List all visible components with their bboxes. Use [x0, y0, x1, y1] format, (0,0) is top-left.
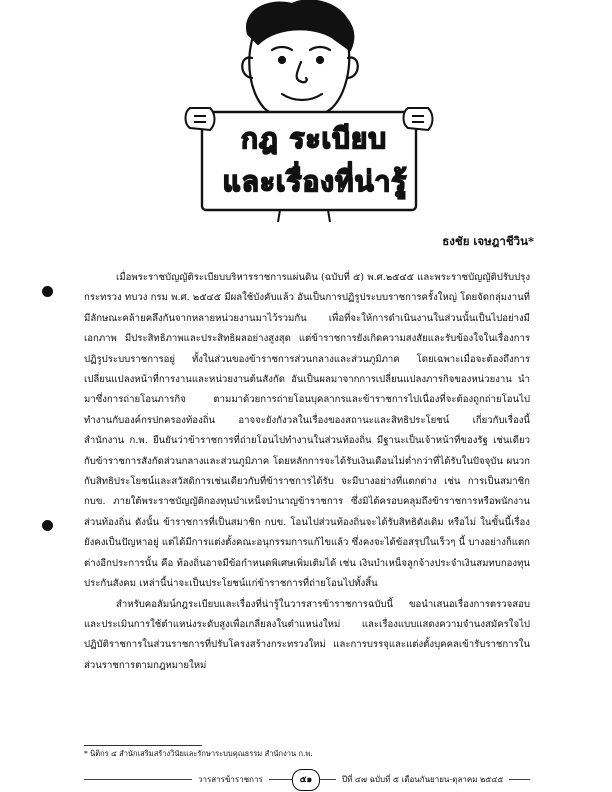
punch-hole-bottom [42, 520, 53, 531]
footnote-divider [84, 745, 202, 746]
author-name: ธงชัย เจษฎาชีวิน* [442, 234, 534, 248]
page-footer [84, 773, 530, 787]
sign-title-line-2: และเรื่องที่น่ารู้ [222, 165, 408, 198]
footnote: * นิติกร ๔ สำนักเสริมสร้างวินัยและรักษาระบบคุณธรรม สำนักงาน ก.พ. [84, 749, 313, 758]
article-body [84, 268, 530, 676]
footer-journal-name: วารสารข้าราชการ [192, 773, 269, 786]
punch-hole-top [42, 286, 53, 297]
footer-page-number: ๕๑ [292, 769, 320, 791]
sign-title-line-1: กฎ ระเบียบ [240, 122, 388, 155]
body-paragraph-2: สำหรับคอลัมน์กฎระเบียบและเรื่องที่น่ารู้ในวารสารข้าราชการฉบับนี้ ขอนำเสนอเรื่องการตรวจสอบและประเมินการใช้ตำแหน่งระดับสูงเพื่อเกลี่ยลงในตำแหน่งใหม่ และเรื่องแบบแสดงความจำนงสมัครใจไปปฏิบัติราชการในส่วนราชการที่ปรับโครงสร้างกระทรวงใหม่ และการบรรจุและแต่งตั้งบุคคลเข้ารับราชการในส่วนราชการตามกฎหมายใหม่ [84, 598, 530, 671]
footer-issue-info: ปีที่ ๔๗ ฉบับที่ ๕ เดือนกันยายน-ตุลาคม ๒๕๔๕ [336, 773, 509, 786]
body-paragraph-1: เมื่อพระราชบัญญัติระเบียบบริหารราชการแผ่นดิน (ฉบับที่ ๕) พ.ศ.๒๕๔๕ และพระราชบัญญัติปรับปรุงกระทรวง ทบวง กรม พ.ศ. ๒๕๔๕ มีผลใช้บังคับแล้ว อันเป็นการปฏิรูประบบราชการครั้งใหญ่ โดยจัดกลุ่มงานที่มีลักษณะคล้ายคลึงกันจากหลายหน่วยงานมาไว้รวมกัน เพื่อที่จะให้การดำเนินงานในส่วนนั้นเป็นไปอย่างมีเอกภาพ มีประสิทธิภาพและประสิทธิผลอย่างสูงสุด แต่ข้าราชการยังเกิดความสงสัยและรับข้องใจในเรื่องการปฏิรูประบบราชการอยู่ ทั้งในส่วนของข้าราชการส่วนกลางและส่วนภูมิภาค โดยเฉพาะเมื่อจะต้องถึงการเปลี่ยนแปลงหน้าที่การงานและหน่วยงานต้นสังกัด อันเป็นผลมาจากการเปลี่ยนแปลงภารกิจของหน่วยงาน นำมาซึ่งการถ่ายโอนภารกิจ ตามมาด้วยการถ่ายโอนบุคลากรและข้าราชการไปเนื่องที่จะต้องถูกถ่ายโอนไปทำงานกับองค์กรปกครองท้องถิ่น อาจจะยังกังวลในเรื่องของสถานะและสิทธิประโยชน์ เกี่ยวกับเรื่องนี้ สำนักงาน ก.พ. ยืนยันว่าข้าราชการที่ถ่ายโอนไปทำงานในส่วนท้องถิ่น มีฐานะเป็นเจ้าหน้าที่ของรัฐ เช่นเดียวกับข้าราชการสังกัดส่วนกลางและส่วนภูมิภาค โดยหลักการจะได้รับเงินเดือนไม่ต่ำกว่าที่ได้รับในปัจจุบัน ผนวกกับสิทธิประโยชน์และสวัสดิการเช่นเดียวกับที่ข้าราชการได้รับ จะมีบางอย่างที่แตกต่าง เช่น การเป็นสมาชิก กบข. ภายใต้พระราชบัญญัติกองทุนบำเหน็จบำนาญข้าราชการ ซึ่งมิได้ครอบคลุมถึงข้าราชการหรือพนักงานส่วนท้องถิ่น ดังนั้น ข้าราชการที่เป็นสมาชิก กบข. โอนไปส่วนท้องถิ่นจะได้รับสิทธิดังเดิม หรือไม่ ในขั้นนี้เรื่องยังคงเป็นปัญหาอยู่ แต่ได้มีการแต่งตั้งคณะอนุกรรมการแก้ไขแล้ว ซึ่งคงจะได้ข้อสรุปในเร็วๆ นี้ บางอย่างก็แตกต่างอีกประการนั้น คือ ท้องถิ่นอาจมีข้อกำหนดพิเศษเพิ่มเติมได้ เช่น เงินบำเหน็จลูกจ้างประจำเงินสมทบกองทุนประกันสังคม เหล่านี้น่าจะเป็นประโยชน์แก่ข้าราชการที่ถ่ายโอนไปทั้งสิ้น [84, 272, 530, 590]
